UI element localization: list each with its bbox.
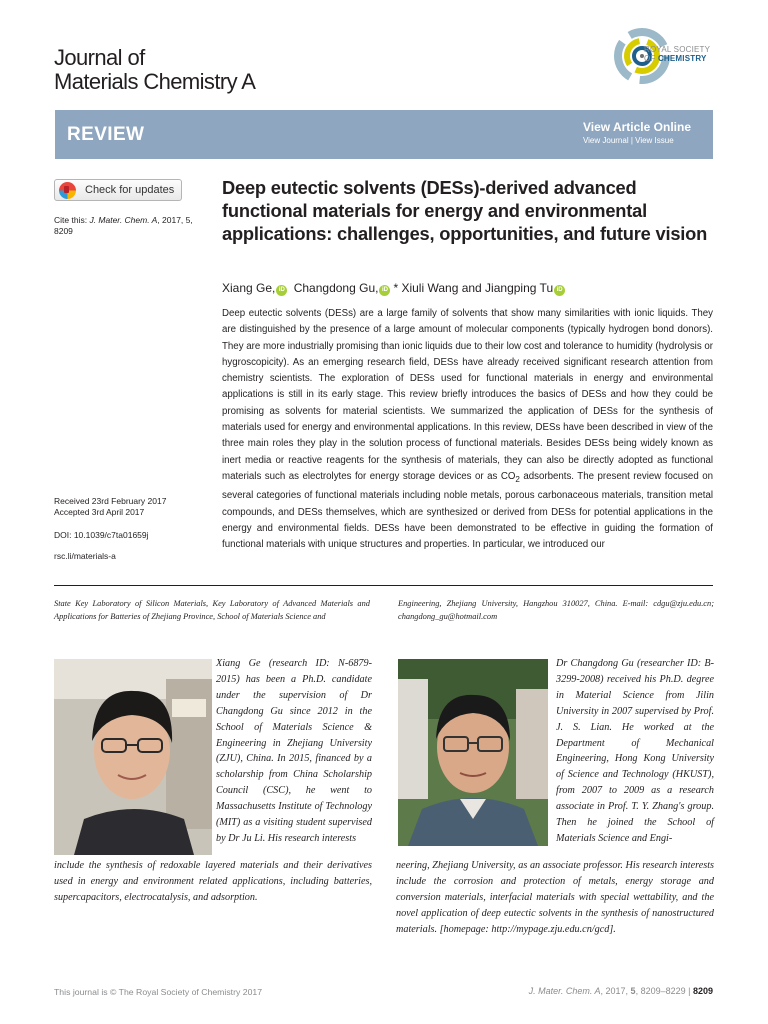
cite-year-volume: , 2017, 5, (157, 215, 193, 225)
check-for-updates-button[interactable] (54, 179, 182, 201)
journal-title-line1: Journal of (54, 45, 145, 70)
publisher-name (644, 45, 710, 63)
doi[interactable]: DOI: 10.1039/c7ta01659j (54, 530, 149, 540)
view-issue-link[interactable]: View Issue (635, 136, 674, 145)
author-photo-changdong-gu (398, 659, 548, 846)
publisher-prefix: OF (644, 54, 658, 63)
section-label: REVIEW (67, 124, 145, 145)
author-wang-tu: Xiuli Wang and Jiangping Tu (398, 281, 554, 295)
publisher-line2 (644, 54, 710, 63)
orcid-icon[interactable]: iD (276, 285, 287, 296)
article-dates (54, 496, 214, 518)
journal-title (54, 46, 255, 94)
crossmark-icon (59, 182, 76, 199)
banner-sub-links (583, 136, 691, 145)
bio-xiang-ge-top: Xiang Ge (research ID: N-6879-2015) has been a Ph.D. candidate under the supervision of Dr Changdong Gu since 2012 in the School of Materials Science & Engineering in Zhejiang University (ZJU), China. In 2015, financed by a scholarship from China Scholarship Council (CSC), he went to Massachusetts Institute of Technology (MIT) as a visiting student supervised by Dr Ju Li. His research interests (216, 658, 372, 844)
accepted-date: Accepted 3rd April 2017 (54, 507, 145, 517)
page-number: 8209 (692, 986, 713, 996)
view-journal-link[interactable]: View Journal (582, 136, 629, 145)
check-for-updates-label: Check for updates (85, 184, 175, 196)
bio-changdong-gu-bottom: neering, Zhejiang University, as an associate professor. His research interests include the corrosion and protection of metals, energy storage and conversion materials, interfacial materials with special wettability, and the novel application of deep eutectic solvents in the synthesis of nanostructured materials. [homepage: http://mypage.zju.edu.cn/gcd]. (396, 860, 714, 935)
abstract-part2: adsorbents. The present review focused on several categories of functional materials including noble metals, porous carbonaceous materials, transition metal compounds, and DESs themselves, which are synthesized or derived from DESs for potential applications in the energy and environmental fields. DESs have been demonstrated to be effective in guiding the formation of functional materials with unique structures and properties. In particular, we introduced our (222, 470, 713, 551)
abstract (222, 306, 713, 553)
affiliation-left: State Key Laboratory of Silicon Materials, Key Laboratory of Advanced Materials and Applications for Batteries of Zhejiang Province, School of Materials Science and (54, 599, 370, 621)
publisher-chemistry: CHEMISTRY (657, 54, 707, 63)
journal-link[interactable]: rsc.li/materials-a (54, 551, 116, 561)
cite-page: 8209 (54, 226, 73, 236)
publisher-line1: ROYAL SOCIETY (644, 45, 711, 54)
cite-label: Cite this: (54, 215, 90, 225)
bio-changdong-gu-top: Dr Changdong Gu (researcher ID: B-3299-2008) received his Ph.D. degree in Material Science from Jilin University in 2007 supervised by Prof. J. S. Lian. He worked at the Department of Mechanical Engineering, Hong Kong University of Science and Technology (HKUST), from 2007 to 2009 as a research associate in Prof. T. Y. Zhang's group. Then he joined the School of Materials Science and Engi- (556, 658, 714, 844)
footer-citation (529, 986, 713, 996)
banner-links (583, 120, 691, 145)
journal-title-line2: Materials Chemistry A (54, 69, 256, 94)
abstract-part1: Deep eutectic solvents (DESs) are a large family of solvents that show many similarities with ionic liquids. They are distinguished by the presence of a large amount of molecular components (typically hydrogen bond donors). They are more industrially promising than ionic liquids due to their low cost and tolerance to humidity (hydrolysis or hygroscopicity). As an emerging research field, DESs have already received significant research attention from chemistry scientists. The exploration of DESs used for functional materials in energy and environmental applications is still in its early stage. This review briefly introduces the basics of DESs and how they could be promising as solvents for material scientists. We summarized the application of DESs for the synthesis of materials used for energy and environmental applications. In this review, DESs have been described in view of the three main roles they play in the solution process of functional materials. Besides DESs being widely known as inert media or reactive reagents for the synthesis of materials, they can also be directly adopted as functional materials such as electrolytes for energy storage devices or as CO (222, 308, 713, 482)
received-date: Received 23rd February 2017 (54, 496, 167, 506)
affiliation-right: Engineering, Zhejiang University, Hangzhou 310027, China. E-mail: cdgu@zju.edu.cn; changdong_gu@hotmail.com (398, 599, 714, 621)
footer-volume: 5 (630, 986, 636, 996)
author-xiang-ge: Xiang Ge, (222, 281, 276, 295)
abstract-subscript: 2 (515, 474, 520, 484)
author-changdong-gu: Changdong Gu, (293, 281, 379, 295)
review-banner (55, 110, 713, 159)
footer-year: , 2017, (600, 986, 631, 996)
footer-separator: | (685, 986, 693, 996)
section-divider (54, 585, 713, 586)
banner-separator: | (628, 136, 636, 145)
bio-xiang-ge-bottom: include the synthesis of redoxable layered materials and their derivatives used in energy and environment related applications, including batteries, supercapacitors, electrocatalysis, and adsorption. (54, 860, 372, 903)
view-article-online-link[interactable]: View Article Online (582, 120, 691, 134)
corresponding-author-mark: * (393, 281, 399, 295)
orcid-icon[interactable]: iD (379, 285, 390, 296)
footer-pages: , 8209–8229 (635, 986, 686, 996)
article-title: Deep eutectic solvents (DESs)-derived advanced functional materials for energy and environmental applications: challenges, opportunities, and future vision (222, 177, 708, 244)
orcid-icon[interactable]: iD (554, 285, 565, 296)
author-photo-xiang-ge (54, 659, 212, 855)
footer-copyright: This journal is © The Royal Society of Chemistry 2017 (54, 987, 263, 997)
citation-info (54, 215, 214, 237)
footer-journal: J. Mater. Chem. A (528, 986, 601, 996)
author-list (222, 281, 568, 296)
cite-journal: J. Mater. Chem. A (89, 215, 158, 225)
